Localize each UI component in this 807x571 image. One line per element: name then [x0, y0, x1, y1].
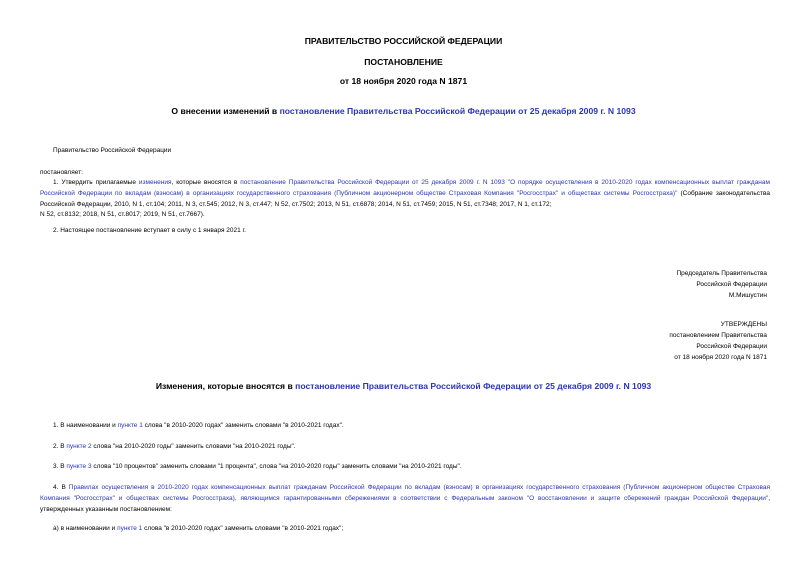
resolves-text: постановляет:: [40, 169, 83, 176]
approval-by: постановлением Правительства: [669, 332, 767, 339]
approval-block: [669, 319, 767, 363]
p1-text-mid: , которые вносятся в: [171, 179, 241, 186]
document-type: ПОСТАНОВЛЕНИЕ: [364, 57, 443, 67]
rules-point-1-link[interactable]: пункте 1: [117, 525, 143, 532]
point-2-link[interactable]: пункте 2: [66, 443, 92, 450]
signature-organization: Российской Федерации: [696, 281, 767, 288]
document-date-number: от 18 ноября 2020 года N 1871: [339, 76, 468, 86]
issuer-text: Правительство Российской Федерации: [53, 147, 172, 154]
point-1-link[interactable]: пункте 1: [117, 422, 143, 429]
change-item-4: [40, 483, 770, 515]
item2-text-start: 2. В: [53, 443, 67, 450]
resolution-paragraph-2: 2. Настоящее постановление вступает в силу с 1 января 2021 г.: [53, 227, 246, 234]
rules-link[interactable]: Правилах осуществления в 2010-2020 годах компенсационных выплат гражданам Российской Федерации по вкладам (взносам) в организациях государственного страхования (Публичном акционерном обществе Страховая Компания "Росгосстрах" и обществах системы Росгосстраха), являющимся гарантированными сбережениями в соответствии с Федеральным законом "О восстановлении и защите сбережений граждан Российской Федерации": [40, 484, 770, 502]
document-title-prefix: О внесении изменений в: [171, 106, 280, 116]
approval-heading: УТВЕРЖДЕНЫ: [720, 321, 767, 328]
change-item-1: [53, 421, 344, 431]
changes-title-link[interactable]: постановление Правительства Российской Федерации от 25 декабря 2009 г. N 1093: [295, 381, 652, 391]
item4-text-end: , утвержденных указанным постановлением:: [40, 494, 770, 513]
item1-text-start: 1. В наименовании и: [53, 422, 118, 429]
change-item-2: [53, 442, 296, 452]
signature-position: Председатель Правительства: [676, 270, 767, 277]
signature-name: М.Мишустин: [728, 292, 767, 299]
p1-text-start: 1. Утвердить прилагаемые: [53, 179, 139, 186]
document-title-link[interactable]: постановление Правительства Российской Федерации от 25 декабря 2009 г. N 1093: [279, 106, 636, 116]
item4a-text-start: а) в наименовании и: [53, 525, 118, 532]
decree-1093-link[interactable]: постановление Правительства Российской Федерации от 25 декабря 2009 г. N 1093 "О порядке осуществления в 2010-2020 годах компенсационных выплат гражданам Российской Федерации по вкладам (взносам) в организациях государственного страхования (Публичном акционерном обществе Страховая Компания "Росгосстрах" и обществах системы Росгосстраха)": [40, 179, 770, 197]
changes-link[interactable]: изменения: [138, 179, 172, 186]
item2-text-end: слова "на 2010-2020 годы" заменить словами "на 2010-2021 годы".: [91, 443, 296, 450]
signature-block: [676, 268, 767, 301]
item4a-text-end: слова "в 2010-2020 годах" заменить словами "в 2010-2021 годах";: [142, 525, 344, 532]
change-item-3: [53, 462, 462, 472]
item3-text-start: 3. В: [53, 463, 67, 470]
change-item-4a: [53, 524, 343, 534]
approval-organization: Российской Федерации: [696, 343, 767, 350]
document-title: [0, 106, 807, 116]
item4-text-start: 4. В: [53, 484, 69, 491]
approval-date: от 18 ноября 2020 года N 1871: [674, 354, 767, 361]
changes-title: [0, 381, 807, 391]
item1-text-end: слова "в 2010-2020 годах" заменить словами "в 2010-2021 годах".: [142, 422, 344, 429]
government-heading: ПРАВИТЕЛЬСТВО РОССИЙСКОЙ ФЕДЕРАЦИИ: [304, 36, 503, 46]
resolution-paragraph-1: [40, 178, 770, 221]
item3-text-end: слова "10 процентов" заменить словами "1 процента", слова "на 2010-2020 годы" заменить словами "на 2010-2021 годы".: [91, 463, 462, 470]
changes-title-prefix: Изменения, которые вносятся в: [155, 381, 296, 391]
point-3-link[interactable]: пункте 3: [66, 463, 92, 470]
p1-legislation-refs: (Собрание законодательства Российской Федерации, 2010, N 1, ст.104; 2011, N 3, ст.545; 2012, N 3, ст.447; N 52, ст.7502; 2013, N 51, ст.6878; 2014, N 51, ст.7459; 2015, N 51, ст.7348; 2017, N 1, ст.172;: [40, 189, 770, 208]
p1-legislation-refs-end: N 52, ст.8132; 2018, N 51, ст.8017; 2019, N 51, ст.7667).: [40, 211, 205, 219]
